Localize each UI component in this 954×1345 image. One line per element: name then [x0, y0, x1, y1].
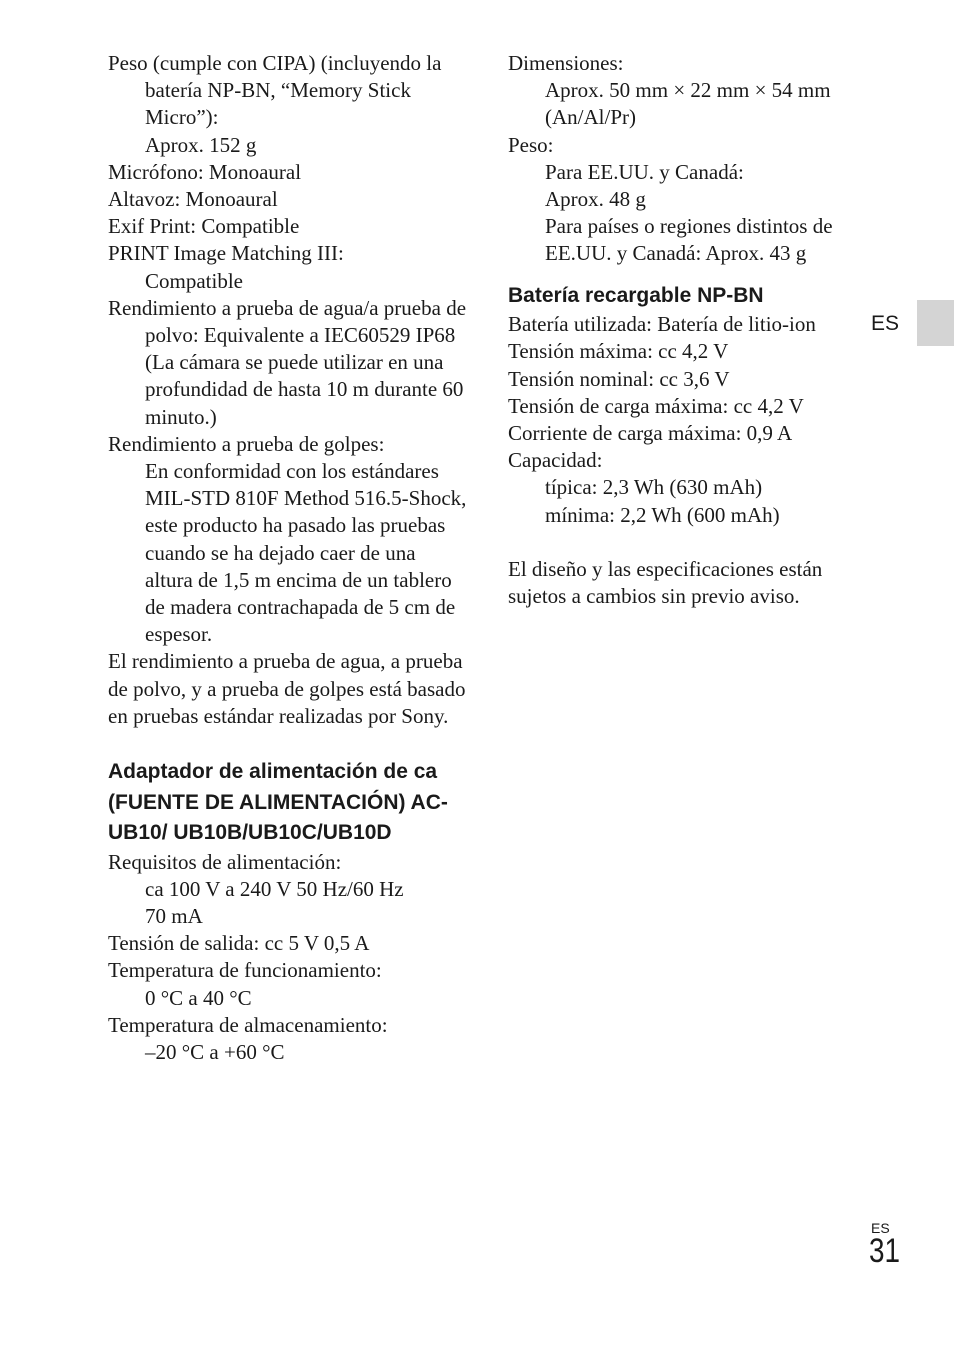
spec-speaker: Altavoz: Monoaural	[108, 187, 278, 212]
spec-power-req: Requisitos de alimentación:	[108, 849, 342, 874]
spec-dimensions-value2: (An/Al/Pr)	[545, 105, 636, 130]
spec-weight-adaptor-value1: Para EE.UU. y Canadá:	[545, 159, 744, 184]
spec-shockproof: Rendimiento a prueba de golpes:	[108, 431, 385, 456]
spec-output-voltage: Tensión de salida: cc 5 V 0,5 A	[108, 931, 370, 956]
side-language-label: ES	[871, 312, 900, 335]
spec-dimensions: Dimensiones:	[508, 51, 624, 75]
spec-nominal-voltage: Tensión nominal: cc 3,6 V	[508, 366, 730, 391]
spec-dimensions-value1: Aprox. 50 mm × 22 mm × 54 mm	[545, 78, 831, 103]
right-column	[508, 50, 868, 610]
spec-waterproof: Rendimiento a prueba de agua/a prueba de polvo: Equivalente a IEC60529 IP68 (La cámara se puede utilizar en una profundidad de hasta 10 m durante 60 minuto.)	[108, 295, 467, 429]
spec-microphone: Micrófono: Monoaural	[108, 159, 302, 184]
spec-weight-value: Aprox. 152 g	[145, 132, 257, 157]
change-notice: El diseño y las especificaciones están sujetos a cambios sin previo aviso.	[508, 556, 823, 608]
page-number: 31	[869, 1232, 901, 1270]
spec-storage-temp-value: –20 °C a +60 °C	[145, 1040, 285, 1064]
spec-capacity-typical: típica: 2,3 Wh (630 mAh)	[545, 475, 763, 500]
spec-max-charge-current: Corriente de carga máxima: 0,9 A	[508, 420, 793, 445]
spec-weight-adaptor-value2: Aprox. 48 g	[545, 187, 646, 212]
spec-weight: Peso (cumple con CIPA) (incluyendo la batería NP-BN, “Memory Stick Micro”):	[108, 51, 442, 130]
spec-capacity: Capacidad:	[508, 448, 603, 473]
spec-exif: Exif Print: Compatible	[108, 214, 300, 239]
spec-capacity-min: mínima: 2,2 Wh (600 mAh)	[545, 502, 780, 527]
spec-max-charge-voltage: Tensión de carga máxima: cc 4,2 V	[508, 393, 804, 418]
spec-power-req-value1: ca 100 V a 240 V 50 Hz/60 Hz	[145, 876, 404, 901]
footer-language: ES	[871, 1220, 890, 1236]
left-column	[108, 50, 468, 1066]
spec-weight-adaptor-value3: Para países o regiones distintos de EE.UU. y Canadá: Aprox. 43 g	[545, 214, 833, 266]
spec-max-voltage: Tensión máxima: cc 4,2 V	[508, 339, 729, 364]
spec-pim-value: Compatible	[145, 268, 243, 293]
spec-power-req-value2: 70 mA	[145, 903, 203, 928]
battery-heading: Batería recargable NP-BN	[508, 283, 764, 307]
spec-operating-temp: Temperatura de funcionamiento:	[108, 958, 382, 983]
spec-storage-temp: Temperatura de almacenamiento:	[108, 1012, 388, 1037]
performance-note: El rendimiento a prueba de agua, a prueba de polvo, y a prueba de golpes está basado en pruebas estándar realizadas por Sony.	[108, 649, 466, 728]
spec-weight-adaptor: Peso:	[508, 132, 554, 157]
spec-shockproof-value: En conformidad con los estándares MIL-STD 810F Method 516.5-Shock, este producto ha pasado las pruebas cuando se ha dejado caer de una altura de 1,5 m encima de un tablero de madera contrachapada de 5 cm de espesor.	[145, 459, 467, 647]
spec-pim: PRINT Image Matching III:	[108, 241, 344, 266]
side-tab	[917, 300, 954, 346]
spec-operating-temp-value: 0 °C a 40 °C	[145, 985, 252, 1010]
ac-adaptor-heading: Adaptador de alimentación de ca (FUENTE DE ALIMENTACIÓN) AC-UB10/ UB10B/UB10C/UB10D	[108, 760, 448, 845]
spec-battery-type: Batería utilizada: Batería de litio-ion	[508, 312, 816, 337]
